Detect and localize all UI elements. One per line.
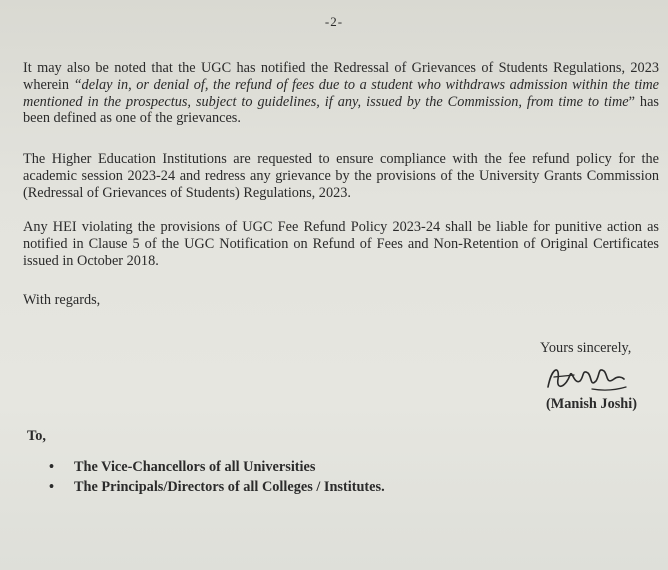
list-item [44,477,385,497]
signer-name: (Manish Joshi) [546,396,637,412]
paragraph-1-text: It may also be noted that the UGC has notified the Redressal of Grievances of Students Regulations, 2023 wherein [23,60,659,93]
page-number: -2- [324,14,344,29]
paragraph-1-tail: ” has been defined as one of the grievances. [23,93,659,127]
regards-line: With regards, [23,292,101,308]
list-item [44,457,385,477]
paragraph-punitive-action: Any HEI violating the provisions of UGC Fee Refund Policy 2023-24 shall be liable for punitive action as notified in Clause 5 of the UGC Notification on Refund of Fees and Non-Retention of Original Certificates issued in October 2018. [23,219,659,269]
paragraph-1-quote: “delay in, or denial of, the refund of fees due to a student who withdraws admission within the time mentioned in the prospectus, subject to guidelines, if any, issued by the Commission, from time to time [23,76,660,110]
recipient-list [44,457,385,497]
to-label: To, [27,428,46,444]
bullet-icon: • [49,459,55,475]
signature-mark [544,357,628,399]
bullet-icon: • [49,479,55,495]
paragraph-grievance-regulations [23,60,659,127]
paragraph-compliance: The Higher Education Institutions are requested to ensure compliance with the fee refund policy for the academic session 2023-24 and redress any grievance by the provisions of the University Grants Commission (Redressal of Grievances of Students) Regulations, 2023. [23,151,659,201]
recipient-text: The Principals/Directors of all Colleges / Institutes. [74,479,385,495]
closing-sincerely: Yours sincerely, [540,340,632,356]
recipient-text: The Vice-Chancellors of all Universities [74,459,316,475]
